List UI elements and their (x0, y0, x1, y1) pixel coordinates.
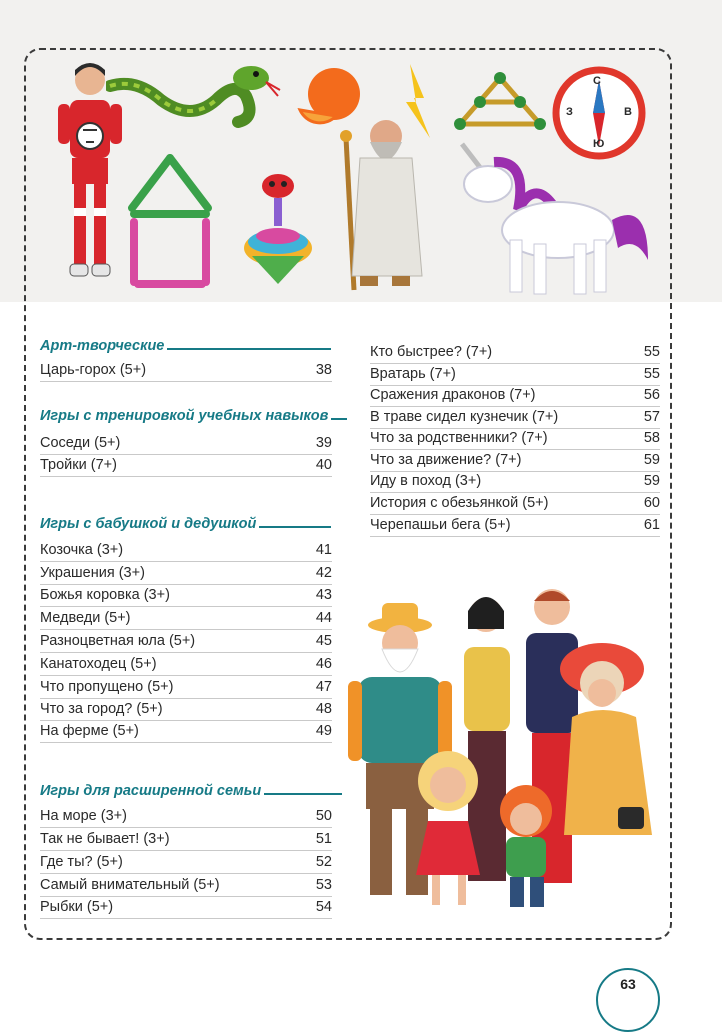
toc-entry[interactable] (40, 699, 332, 719)
toc-entry[interactable] (40, 875, 332, 895)
toc-entry[interactable] (40, 585, 332, 605)
toc-entry[interactable] (370, 407, 660, 427)
toc-entry[interactable] (40, 654, 332, 674)
toc-entry-title: Так не бывает! (3+) (40, 831, 170, 847)
section-title: Арт-творческие (40, 338, 165, 354)
toc-entry[interactable] (40, 455, 332, 475)
toc-entry-title: Вратарь (7+) (370, 366, 456, 382)
toc-entry[interactable] (370, 364, 660, 384)
toc-entry-page: 52 (315, 854, 332, 870)
toc-entry[interactable] (40, 829, 332, 849)
toc-entry-page: 50 (315, 808, 332, 824)
stick-house-illustration (120, 150, 220, 290)
toc-entry-title: Черепашьи бега (5+) (370, 517, 511, 533)
toc-entry-title: Кто быстрее? (7+) (370, 344, 493, 360)
toc-entry-page: 59 (643, 452, 660, 468)
toc-entry-page: 48 (315, 701, 332, 717)
toc-entry[interactable] (40, 608, 332, 628)
toc-entry-page: 43 (315, 587, 332, 603)
section-heading-skills (40, 408, 347, 424)
toc-entry-title: Царь-горох (5+) (40, 362, 147, 378)
zeus-illustration (332, 58, 442, 294)
toc-entry-title: Козочка (3+) (40, 542, 124, 558)
toc-entry-title: Самый внимательный (5+) (40, 877, 220, 893)
compass-north-label: С (593, 75, 601, 87)
toc-entry-title: Сражения драконов (7+) (370, 387, 536, 403)
spinning-top-illustration (238, 170, 318, 290)
toc-entry-page: 46 (315, 656, 332, 672)
toc-entry[interactable] (40, 563, 332, 583)
toc-entry[interactable] (40, 677, 332, 697)
toc-entry-page: 38 (315, 362, 332, 378)
toc-entry[interactable] (40, 806, 332, 826)
toc-entry-title: На море (3+) (40, 808, 127, 824)
toc-entry-page: 55 (643, 344, 660, 360)
section-title: Игры для расширенной семьи (40, 783, 262, 799)
toc-entry-page: 55 (643, 366, 660, 382)
toc-entry-page: 47 (315, 679, 332, 695)
toc-entry[interactable] (40, 897, 332, 917)
heading-rule (264, 793, 342, 795)
page-number: 63 (620, 976, 636, 992)
toc-entry[interactable] (40, 631, 332, 651)
toc-entry-title: Разноцветная юла (5+) (40, 633, 196, 649)
toc-entry-title: Что пропущено (5+) (40, 679, 174, 695)
toc-entry-page: 39 (315, 435, 332, 451)
toc-entry-page: 61 (643, 517, 660, 533)
toc-entry-title: Тройки (7+) (40, 457, 117, 473)
heading-rule (167, 348, 331, 350)
family-illustration (340, 585, 660, 915)
toc-entry-title: История с обезьянкой (5+) (370, 495, 549, 511)
toc-entry[interactable] (40, 540, 332, 560)
toc-entry-title: Рыбки (5+) (40, 899, 114, 915)
toc-entry[interactable] (40, 852, 332, 872)
toc-entry-page: 58 (643, 430, 660, 446)
toc-entry-title: Иду в поход (3+) (370, 473, 482, 489)
heading-rule (259, 526, 331, 528)
toc-entry-page: 56 (643, 387, 660, 403)
toc-entry-page: 51 (315, 831, 332, 847)
compass-east-label: В (624, 106, 632, 118)
toc-entry-page: 59 (643, 473, 660, 489)
toc-entry[interactable] (370, 450, 660, 470)
toc-entry[interactable] (370, 471, 660, 491)
toc-entry-title: Божья коровка (3+) (40, 587, 170, 603)
section-heading-extended-family (40, 783, 342, 799)
toc-entry[interactable] (40, 433, 332, 453)
toc-entry-title: Что за город? (5+) (40, 701, 163, 717)
toc-entry[interactable] (370, 515, 660, 535)
toc-entry-title: На ферме (5+) (40, 723, 139, 739)
toc-entry-page: 54 (315, 899, 332, 915)
toc-entry-title: Украшения (3+) (40, 565, 145, 581)
section-title: Игры с бабушкой и дедушкой (40, 516, 257, 532)
toc-entry[interactable] (370, 342, 660, 362)
toc-entry-page: 40 (315, 457, 332, 473)
toc-entry-page: 49 (315, 723, 332, 739)
toc-entry[interactable] (370, 385, 660, 405)
toc-entry[interactable] (370, 428, 660, 448)
toc-entry[interactable] (40, 721, 332, 741)
section-heading-grandparents (40, 516, 331, 532)
section-heading-art (40, 338, 331, 354)
compass-west-label: З (566, 106, 573, 118)
unicorn-illustration (448, 140, 660, 300)
compass-illustration (552, 66, 646, 160)
toc-entry-title: Что за родственники? (7+) (370, 430, 548, 446)
toc-entry-title: Соседи (5+) (40, 435, 121, 451)
toc-entry-page: 41 (315, 542, 332, 558)
toc-entry-page: 42 (315, 565, 332, 581)
snake-illustration (106, 60, 281, 135)
compass-south-label: Ю (593, 138, 605, 150)
toc-entry-title: В траве сидел кузнечик (7+) (370, 409, 559, 425)
toc-entry-title: Что за движение? (7+) (370, 452, 522, 468)
toc-entry-page: 57 (643, 409, 660, 425)
toc-entry-title: Медведи (5+) (40, 610, 131, 626)
toc-entry-title: Где ты? (5+) (40, 854, 123, 870)
toc-entry-page: 45 (315, 633, 332, 649)
toc-entry-page: 60 (643, 495, 660, 511)
toc-entry-page: 44 (315, 610, 332, 626)
toc-entry[interactable] (40, 360, 332, 380)
toc-entry-title: Канатоходец (5+) (40, 656, 157, 672)
section-title: Игры с тренировкой учебных навыков (40, 408, 329, 424)
heading-rule (331, 418, 347, 420)
toc-entry-page: 53 (315, 877, 332, 893)
stick-triangle-illustration (450, 70, 550, 136)
toc-entry[interactable] (370, 493, 660, 513)
